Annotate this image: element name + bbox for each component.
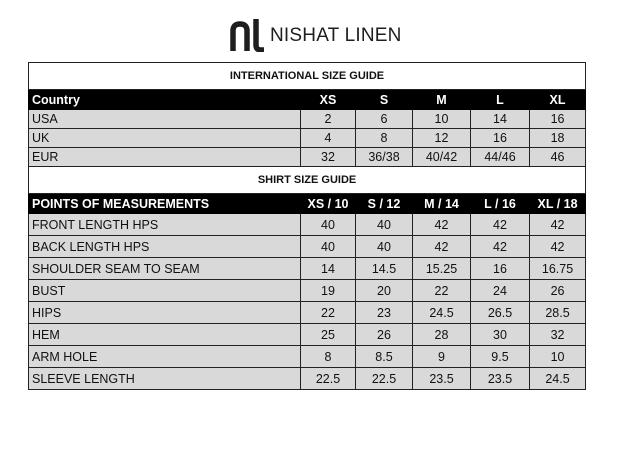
value-cell: 40 (356, 214, 413, 236)
header-cell: L (471, 90, 530, 110)
measurement-cell: BACK LENGTH HPS (29, 236, 301, 258)
value-cell: 42 (413, 236, 471, 258)
value-cell: 8.5 (356, 346, 413, 368)
value-cell: 10 (530, 346, 586, 368)
value-cell: 32 (530, 324, 586, 346)
header-cell: POINTS OF MEASUREMENTS (29, 194, 301, 214)
value-cell: 16.75 (530, 258, 586, 280)
value-cell: 40 (356, 236, 413, 258)
value-cell: 23.5 (471, 368, 530, 390)
size-cell: 16 (530, 110, 586, 129)
table-row (29, 302, 586, 324)
size-cell: 6 (356, 110, 413, 129)
value-cell: 42 (471, 236, 530, 258)
value-cell: 19 (301, 280, 356, 302)
value-cell: 42 (471, 214, 530, 236)
value-cell: 30 (471, 324, 530, 346)
header-cell: L / 16 (471, 194, 530, 214)
value-cell: 40 (301, 236, 356, 258)
size-cell: 18 (530, 129, 586, 148)
shirt-header-row (29, 194, 586, 214)
value-cell: 22.5 (301, 368, 356, 390)
measurement-cell: SHOULDER SEAM TO SEAM (29, 258, 301, 280)
measurement-cell: FRONT LENGTH HPS (29, 214, 301, 236)
value-cell: 14.5 (356, 258, 413, 280)
value-cell: 28 (413, 324, 471, 346)
size-cell: 2 (301, 110, 356, 129)
country-cell: USA (29, 110, 301, 129)
size-cell: 4 (301, 129, 356, 148)
value-cell: 26 (356, 324, 413, 346)
header-cell: S / 12 (356, 194, 413, 214)
header-cell: Country (29, 90, 301, 110)
country-cell: EUR (29, 148, 301, 167)
value-cell: 14 (301, 258, 356, 280)
international-header-row (29, 90, 586, 110)
country-cell: UK (29, 129, 301, 148)
table-row (29, 258, 586, 280)
value-cell: 25 (301, 324, 356, 346)
table-row (29, 236, 586, 258)
value-cell: 24.5 (413, 302, 471, 324)
value-cell: 23 (356, 302, 413, 324)
header-cell: M / 14 (413, 194, 471, 214)
value-cell: 23.5 (413, 368, 471, 390)
table-row (29, 280, 586, 302)
value-cell: 42 (413, 214, 471, 236)
measurement-cell: HEM (29, 324, 301, 346)
size-cell: 16 (471, 129, 530, 148)
value-cell: 24.5 (530, 368, 586, 390)
size-cell: 44/46 (471, 148, 530, 167)
measurement-cell: ARM HOLE (29, 346, 301, 368)
table-row (29, 110, 586, 129)
size-cell: 14 (471, 110, 530, 129)
size-cell: 10 (413, 110, 471, 129)
table-row (29, 214, 586, 236)
value-cell: 22 (413, 280, 471, 302)
size-cell: 40/42 (413, 148, 471, 167)
measurement-cell: HIPS (29, 302, 301, 324)
size-guide-table (28, 62, 586, 390)
brand-name: NISHAT LINEN (270, 24, 402, 46)
value-cell: 15.25 (413, 258, 471, 280)
table-row (29, 129, 586, 148)
value-cell: 26.5 (471, 302, 530, 324)
header-cell: XL / 18 (530, 194, 586, 214)
value-cell: 9 (413, 346, 471, 368)
measurement-cell: BUST (29, 280, 301, 302)
value-cell: 16 (471, 258, 530, 280)
value-cell: 22.5 (356, 368, 413, 390)
header-cell: XS / 10 (301, 194, 356, 214)
size-cell: 46 (530, 148, 586, 167)
value-cell: 42 (530, 236, 586, 258)
value-cell: 20 (356, 280, 413, 302)
size-cell: 36/38 (356, 148, 413, 167)
brand-logo (230, 18, 402, 52)
table-row (29, 346, 586, 368)
table-row (29, 368, 586, 390)
table-row (29, 324, 586, 346)
header-cell: M (413, 90, 471, 110)
shirt-size-guide-title: SHIRT SIZE GUIDE (29, 167, 586, 194)
header-cell: S (356, 90, 413, 110)
size-cell: 8 (356, 129, 413, 148)
value-cell: 28.5 (530, 302, 586, 324)
nl-monogram-icon (230, 18, 266, 52)
value-cell: 8 (301, 346, 356, 368)
table-row (29, 148, 586, 167)
value-cell: 42 (530, 214, 586, 236)
size-cell: 12 (413, 129, 471, 148)
value-cell: 26 (530, 280, 586, 302)
value-cell: 9.5 (471, 346, 530, 368)
measurement-cell: SLEEVE LENGTH (29, 368, 301, 390)
international-size-guide-title: INTERNATIONAL SIZE GUIDE (29, 63, 586, 90)
size-cell: 32 (301, 148, 356, 167)
value-cell: 24 (471, 280, 530, 302)
value-cell: 40 (301, 214, 356, 236)
header-cell: XS (301, 90, 356, 110)
value-cell: 22 (301, 302, 356, 324)
header-cell: XL (530, 90, 586, 110)
